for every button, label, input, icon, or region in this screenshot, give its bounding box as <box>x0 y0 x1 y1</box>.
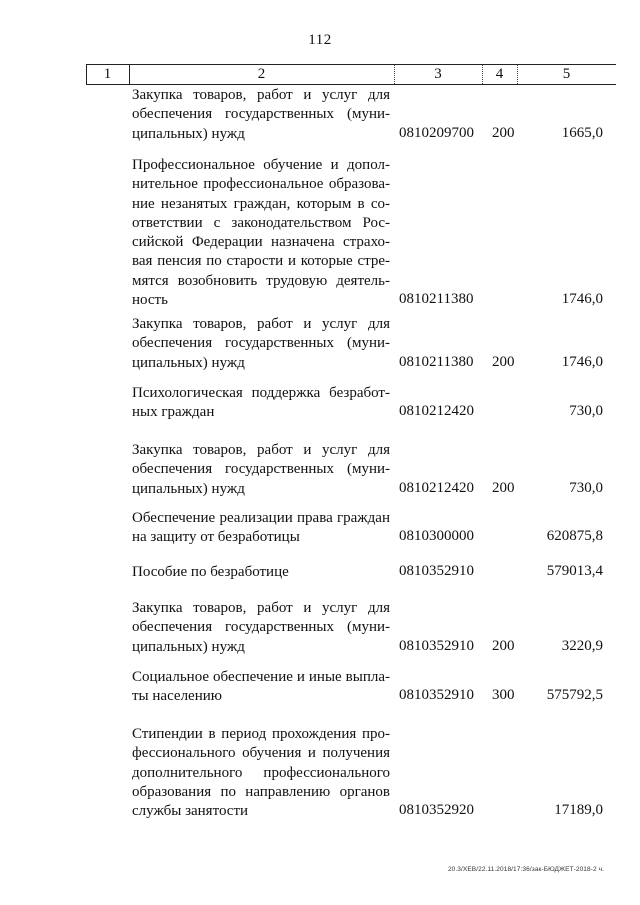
row-expense-type: 200 <box>492 353 515 370</box>
row-code: 0810211380 <box>399 291 474 308</box>
description-line: Профессиональное обучение и допол- <box>132 157 390 173</box>
description-line: Психологическая поддержка безработ- <box>132 385 390 401</box>
row-amount: 1665,0 <box>561 124 603 141</box>
description-line: сийской Федерации назначена страхо- <box>132 234 390 251</box>
row-code: 0810352920 <box>399 802 474 819</box>
header-col-3: 3 <box>434 66 442 82</box>
row-expense-type: 300 <box>492 687 515 704</box>
description-line: Пособие по безработице <box>132 564 289 580</box>
row-code: 0810352910 <box>399 687 474 704</box>
row-description <box>132 563 390 582</box>
description-line: обеспечения государственных (муни- <box>132 335 390 352</box>
footer-stamp: 20.3/ХЕВ/22.11.2018/17:36/зак-БЮДЖЕТ-2018-2 ч. <box>447 866 604 873</box>
row-code: 0810209700 <box>399 124 474 141</box>
row-description <box>132 509 390 548</box>
description-line: Закупка товаров, работ и услуг для <box>132 316 390 332</box>
header-col-1: 1 <box>103 66 112 82</box>
row-amount: 17189,0 <box>554 802 603 819</box>
row-description <box>132 725 390 821</box>
description-line: вая пенсия по старости и которые стре- <box>132 253 390 270</box>
description-line: ние незанятых граждан, которым в со- <box>132 195 390 212</box>
description-line: образования по направлению органов <box>132 783 390 800</box>
description-line: Стипендии в период прохождения про- <box>132 726 390 742</box>
row-code: 0810212420 <box>399 403 474 420</box>
description-line: ципальных) нужд <box>132 125 245 142</box>
header-col-5: 5 <box>562 66 571 82</box>
row-code: 0810300000 <box>399 528 474 545</box>
row-amount: 730,0 <box>569 403 603 420</box>
row-amount: 1746,0 <box>561 291 603 308</box>
description-line: мятся возобновить трудовую деятель- <box>132 272 390 289</box>
description-line: службы занятости <box>132 803 249 820</box>
description-line: обеспечения государственных (муни- <box>132 106 390 123</box>
page-number: 112 <box>308 32 332 48</box>
description-line: обеспечения государственных (муни- <box>132 619 390 636</box>
description-line: ответствии с законодательством Рос- <box>132 214 390 231</box>
row-expense-type: 200 <box>492 637 515 654</box>
description-line: Обеспечение реализации права граждан <box>132 510 390 526</box>
row-amount: 575792,5 <box>546 687 603 704</box>
row-amount: 730,0 <box>569 479 603 496</box>
header-col-4: 4 <box>495 66 504 82</box>
row-code: 0810212420 <box>399 479 474 496</box>
description-line: ность <box>132 292 168 309</box>
row-description <box>132 315 390 373</box>
description-line: ципальных) нужд <box>132 638 245 655</box>
row-expense-type: 200 <box>492 479 515 496</box>
header-col-2: 2 <box>257 66 266 82</box>
description-line: Социальное обеспечение и иные выпла- <box>132 669 390 685</box>
row-amount: 620875,8 <box>546 528 603 545</box>
description-line: Закупка товаров, работ и услуг для <box>132 442 390 458</box>
row-description <box>132 156 390 310</box>
row-code: 0810352910 <box>399 563 474 579</box>
row-expense-type: 200 <box>492 124 515 141</box>
table-header <box>86 64 616 85</box>
row-description <box>132 668 390 707</box>
description-line: ципальных) нужд <box>132 480 245 497</box>
description-line: ных граждан <box>132 404 215 421</box>
row-amount: 1746,0 <box>561 353 603 370</box>
description-line: Закупка товаров, работ и услуг для <box>132 600 390 616</box>
description-line: дополнительного профессионального <box>132 764 390 781</box>
row-description <box>132 384 390 423</box>
row-description <box>132 599 390 657</box>
row-code: 0810211380 <box>399 353 474 370</box>
row-amount: 3220,9 <box>561 637 603 654</box>
description-line: на защиту от безработицы <box>132 529 300 546</box>
row-amount: 579013,4 <box>546 563 603 579</box>
row-description <box>132 441 390 499</box>
description-line: ципальных) нужд <box>132 354 245 371</box>
description-line: фессионального обучения и получения <box>132 745 390 762</box>
description-line: Закупка товаров, работ и услуг для <box>132 87 390 103</box>
description-line: ты населению <box>132 688 222 705</box>
description-line: обеспечения государственных (муни- <box>132 461 390 478</box>
row-code: 0810352910 <box>399 637 474 654</box>
row-description <box>132 86 390 144</box>
description-line: нительное профессиональное образова- <box>132 176 390 193</box>
